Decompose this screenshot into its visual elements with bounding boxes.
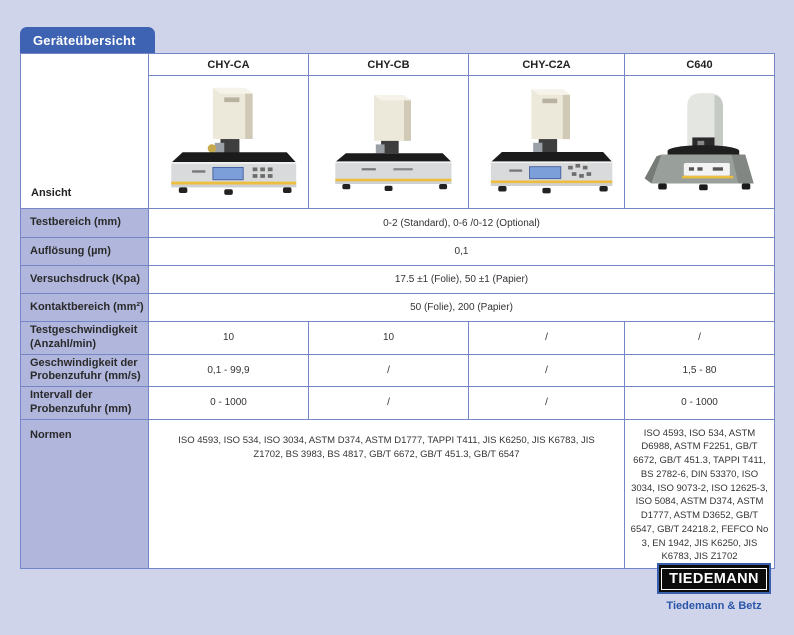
value-aufloesung: 0,1 [149,238,775,266]
value-intervall-chy-c2a: / [469,387,625,420]
product-image-c640 [625,76,775,209]
column-header-chy-c2a: CHY-C2A [469,54,625,76]
product-image-chy-ca [149,76,309,209]
value-versuchsdruck: 17.5 ±1 (Folie), 50 ±1 (Papier) [149,266,775,294]
value-normen-c640: ISO 4593, ISO 534, ASTM D6988, ASTM F2251, GB/T 6672, GB/T 451.3, TAPPI T411, BS 2782-6, DIN 53370, ISO 3034, ISO 9073-2, ISO 12625-3, ISO 5084, ASTM D374, ASTM D1777, ASTM D3652, GB/T 6547, GB/T 24218.2, FEFCO No 3, EN 1942, JIS K6250, JIS K6783, JIS Z1702 [625,419,775,568]
row-label-geschwindigkeit-probenzufuhr: Geschwindigkeit der Probenzufuhr (mm/s) [21,354,149,387]
row-label-testbereich: Testbereich (mm) [21,209,149,238]
company-name: Tiedemann & Betz [666,600,762,612]
view-row-label: Ansicht [21,54,149,209]
row-label-kontaktbereich: Kontaktbereich (mm²) [21,294,149,322]
row-label-versuchsdruck: Versuchsdruck (Kpa) [21,266,149,294]
value-testgeschwindigkeit-chy-cb: 10 [309,322,469,355]
value-normen-group: ISO 4593, ISO 534, ISO 3034, ASTM D374, ASTM D1777, TAPPI T411, JIS K6250, JIS K6783, JIS Z1702, BS 3983, BS 4817, GB/T 6672, GB/T 451.3, GB/T 6547 [149,419,625,568]
value-testgeschwindigkeit-chy-c2a: / [469,322,625,355]
row-label-normen: Normen [21,419,149,568]
value-geschwindigkeit-c640: 1,5 - 80 [625,354,775,387]
value-intervall-chy-ca: 0 - 1000 [149,387,309,420]
value-geschwindigkeit-chy-ca: 0,1 - 99,9 [149,354,309,387]
tiedemann-logo-text: TIEDEMANN [661,568,767,590]
value-geschwindigkeit-chy-cb: / [309,354,469,387]
page-title: Geräteübersicht [20,27,155,53]
value-geschwindigkeit-chy-c2a: / [469,354,625,387]
product-image-chy-c2a [469,76,625,209]
value-kontaktbereich: 50 (Folie), 200 (Papier) [149,294,775,322]
column-header-chy-ca: CHY-CA [149,54,309,76]
product-image-chy-cb [309,76,469,209]
column-header-chy-cb: CHY-CB [309,54,469,76]
row-label-intervall-probenzufuhr: Intervall der Probenzufuhr (mm) [21,387,149,420]
spec-table [20,53,775,569]
value-testgeschwindigkeit-chy-ca: 10 [149,322,309,355]
tiedemann-logo [657,563,771,594]
value-testbereich: 0-2 (Standard), 0-6 /0-12 (Optional) [149,209,775,238]
column-header-c640: C640 [625,54,775,76]
value-intervall-c640: 0 - 1000 [625,387,775,420]
row-label-aufloesung: Auflösung (µm) [21,238,149,266]
value-testgeschwindigkeit-c640: / [625,322,775,355]
row-label-testgeschwindigkeit: Testgeschwindigkeit (Anzahl/min) [21,322,149,355]
value-intervall-chy-cb: / [309,387,469,420]
